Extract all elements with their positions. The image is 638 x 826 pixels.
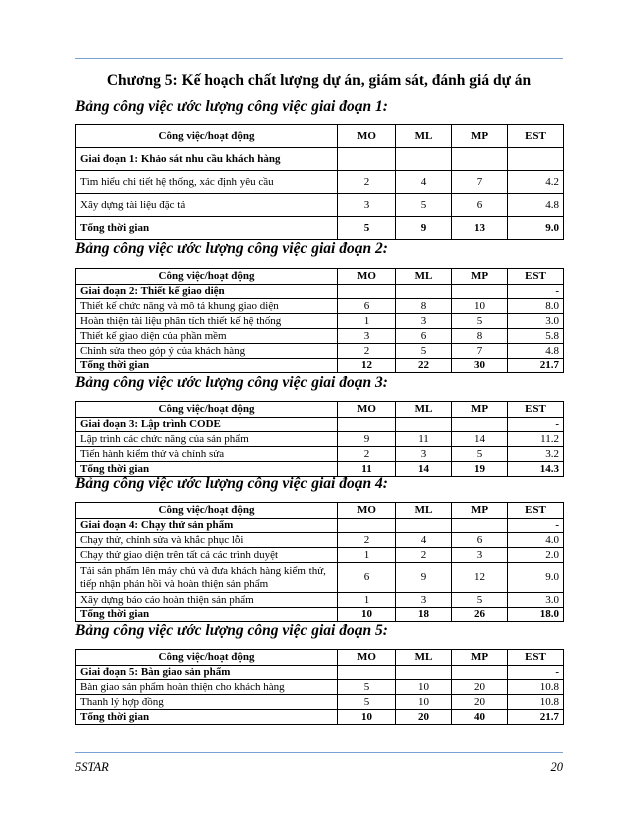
total-ml: 20 (396, 710, 452, 725)
task-cell: Chỉnh sửa theo góp ý của khách hàng (76, 344, 338, 359)
task-cell: Bàn giao sản phẩm hoàn thiện cho khách hàng (76, 680, 338, 695)
mp-cell: 20 (452, 680, 508, 695)
task-cell: Tìm hiểu chi tiết hệ thống, xác định yêu cầu (76, 171, 338, 194)
section-title-5: Bảng công việc ước lượng công việc giai đoạn 5: (75, 622, 388, 639)
mp-cell: 3 (452, 548, 508, 563)
total-ml: 18 (396, 608, 452, 622)
phase-label: Giai đoạn 1: Khảo sát nhu cầu khách hàng (76, 148, 338, 171)
total-est: 18.0 (508, 608, 564, 622)
total-row (76, 359, 564, 373)
mp-cell: 5 (452, 447, 508, 462)
table-row (76, 548, 564, 563)
total-mp: 26 (452, 608, 508, 622)
est-cell: 11.2 (508, 432, 564, 447)
phase-label: Giai đoạn 5: Bàn giao sản phẩm (76, 666, 338, 680)
task-cell: Thiết kế giao diện của phần mềm (76, 329, 338, 344)
header-rule (75, 58, 563, 59)
table-row (76, 447, 564, 462)
mo-cell: 1 (338, 593, 396, 608)
total-label: Tổng thời gian (76, 217, 338, 240)
est-cell: 4.2 (508, 171, 564, 194)
ml-cell: 5 (396, 344, 452, 359)
task-cell: Xây dựng báo cáo hoàn thiện sản phẩm (76, 593, 338, 608)
total-mp: 30 (452, 359, 508, 373)
ml-cell: 11 (396, 432, 452, 447)
mo-cell: 2 (338, 533, 396, 548)
total-label: Tổng thời gian (76, 710, 338, 725)
table-row (76, 194, 564, 217)
table-row (76, 314, 564, 329)
col-header-est: EST (508, 125, 564, 148)
total-mo: 12 (338, 359, 396, 373)
total-label: Tổng thời gian (76, 462, 338, 477)
ml-cell: 9 (396, 563, 452, 593)
estimate-table-4 (75, 502, 564, 622)
est-cell: 8.0 (508, 299, 564, 314)
estimate-table-5 (75, 649, 564, 725)
ml-cell: 3 (396, 593, 452, 608)
phase-label: Giai đoạn 3: Lập trình CODE (76, 418, 338, 432)
table-row (76, 533, 564, 548)
total-mo: 10 (338, 710, 396, 725)
table-row (76, 344, 564, 359)
col-header-task: Công việc/hoạt động (76, 402, 338, 418)
mp-cell: 7 (452, 344, 508, 359)
total-ml: 14 (396, 462, 452, 477)
col-header-est: EST (508, 269, 564, 285)
col-header-est: EST (508, 503, 564, 519)
table-row (76, 695, 564, 710)
total-mp: 13 (452, 217, 508, 240)
table-row (76, 171, 564, 194)
estimate-table-1 (75, 124, 564, 240)
table-row (76, 593, 564, 608)
table-row (76, 329, 564, 344)
col-header-task: Công việc/hoạt động (76, 503, 338, 519)
col-header-est: EST (508, 650, 564, 666)
mo-cell: 3 (338, 329, 396, 344)
mp-cell: 12 (452, 563, 508, 593)
page-number: 20 (550, 760, 563, 774)
total-mo: 10 (338, 608, 396, 622)
total-est: 14.3 (508, 462, 564, 477)
mp-cell: 6 (452, 533, 508, 548)
mo-cell: 1 (338, 548, 396, 563)
est-cell: 10.8 (508, 695, 564, 710)
table-row (76, 299, 564, 314)
col-header-mo: MO (338, 503, 396, 519)
phase-est: - (508, 285, 564, 299)
phase-est (508, 148, 564, 171)
col-header-ml: ML (396, 503, 452, 519)
est-cell: 5.8 (508, 329, 564, 344)
mp-cell: 20 (452, 695, 508, 710)
total-row (76, 710, 564, 725)
col-header-est: EST (508, 402, 564, 418)
phase-est: - (508, 418, 564, 432)
ml-cell: 10 (396, 680, 452, 695)
total-mo: 5 (338, 217, 396, 240)
ml-cell: 4 (396, 171, 452, 194)
ml-cell: 5 (396, 194, 452, 217)
total-label: Tổng thời gian (76, 359, 338, 373)
section-title-3: Bảng công việc ước lượng công việc giai đoạn 3: (75, 374, 388, 391)
ml-cell: 10 (396, 695, 452, 710)
col-header-mo: MO (338, 269, 396, 285)
mo-cell: 6 (338, 299, 396, 314)
mo-cell: 2 (338, 447, 396, 462)
col-header-ml: ML (396, 402, 452, 418)
total-est: 21.7 (508, 359, 564, 373)
total-mp: 19 (452, 462, 508, 477)
phase-est: - (508, 666, 564, 680)
task-cell: Chạy thử giao diện trên tất cả các trình duyệt (76, 548, 338, 563)
section-title-1: Bảng công việc ước lượng công việc giai đoạn 1: (75, 98, 388, 115)
ml-cell: 3 (396, 447, 452, 462)
est-cell: 3.0 (508, 593, 564, 608)
mp-cell: 6 (452, 194, 508, 217)
ml-cell: 4 (396, 533, 452, 548)
total-mp: 40 (452, 710, 508, 725)
col-header-mp: MP (452, 269, 508, 285)
phase-label: Giai đoạn 4: Chạy thử sản phẩm (76, 519, 338, 533)
col-header-mp: MP (452, 503, 508, 519)
task-cell: Xây dựng tài liệu đặc tả (76, 194, 338, 217)
total-ml: 9 (396, 217, 452, 240)
mo-cell: 9 (338, 432, 396, 447)
total-mo: 11 (338, 462, 396, 477)
est-cell: 9.0 (508, 563, 564, 593)
est-cell: 3.0 (508, 314, 564, 329)
est-cell: 2.0 (508, 548, 564, 563)
mo-cell: 3 (338, 194, 396, 217)
mp-cell: 14 (452, 432, 508, 447)
col-header-mp: MP (452, 650, 508, 666)
table-row (76, 563, 564, 593)
footer-rule (75, 752, 563, 753)
col-header-mo: MO (338, 650, 396, 666)
est-cell: 10.8 (508, 680, 564, 695)
estimate-table-3 (75, 401, 564, 477)
est-cell: 3.2 (508, 447, 564, 462)
chapter-title: Chương 5: Kế hoạch chất lượng dự án, giám sát, đánh giá dự án (106, 72, 532, 89)
total-label: Tổng thời gian (76, 608, 338, 622)
ml-cell: 8 (396, 299, 452, 314)
col-header-ml: ML (396, 269, 452, 285)
mp-cell: 10 (452, 299, 508, 314)
est-cell: 4.8 (508, 344, 564, 359)
col-header-task: Công việc/hoạt động (76, 650, 338, 666)
phase-label: Giai đoạn 2: Thiết kế giao diện (76, 285, 338, 299)
footer-brand: 5STAR (75, 760, 109, 774)
ml-cell: 6 (396, 329, 452, 344)
est-cell: 4.8 (508, 194, 564, 217)
mo-cell: 2 (338, 171, 396, 194)
task-cell: Tải sản phẩm lên máy chủ và đưa khách hàng kiểm thử, tiếp nhận phản hồi và hoàn thiện sản phẩm (76, 563, 338, 593)
mo-cell: 1 (338, 314, 396, 329)
col-header-task: Công việc/hoạt động (76, 269, 338, 285)
total-est: 21.7 (508, 710, 564, 725)
col-header-ml: ML (396, 650, 452, 666)
phase-est: - (508, 519, 564, 533)
col-header-mo: MO (338, 402, 396, 418)
mp-cell: 7 (452, 171, 508, 194)
mp-cell: 5 (452, 593, 508, 608)
ml-cell: 2 (396, 548, 452, 563)
task-cell: Hoàn thiện tài liệu phân tích thiết kế hệ thống (76, 314, 338, 329)
mp-cell: 8 (452, 329, 508, 344)
col-header-task: Công việc/hoạt động (76, 125, 338, 148)
total-est: 9.0 (508, 217, 564, 240)
task-cell: Thiết kế chức năng và mô tả khung giao diện (76, 299, 338, 314)
est-cell: 4.0 (508, 533, 564, 548)
mo-cell: 5 (338, 680, 396, 695)
mo-cell: 2 (338, 344, 396, 359)
mp-cell: 5 (452, 314, 508, 329)
task-cell: Chạy thử, chỉnh sửa và khắc phục lỗi (76, 533, 338, 548)
total-row (76, 217, 564, 240)
col-header-mp: MP (452, 402, 508, 418)
total-ml: 22 (396, 359, 452, 373)
ml-cell: 3 (396, 314, 452, 329)
estimate-table-2 (75, 268, 564, 373)
total-row (76, 608, 564, 622)
col-header-mp: MP (452, 125, 508, 148)
task-cell: Tiến hành kiểm thử và chỉnh sửa (76, 447, 338, 462)
table-row (76, 432, 564, 447)
mo-cell: 6 (338, 563, 396, 593)
section-title-2: Bảng công việc ước lượng công việc giai đoạn 2: (75, 240, 388, 257)
section-title-4: Bảng công việc ước lượng công việc giai đoạn 4: (75, 475, 388, 492)
col-header-ml: ML (396, 125, 452, 148)
mo-cell: 5 (338, 695, 396, 710)
table-row (76, 680, 564, 695)
task-cell: Thanh lý hợp đồng (76, 695, 338, 710)
task-cell: Lập trình các chức năng của sản phẩm (76, 432, 338, 447)
col-header-mo: MO (338, 125, 396, 148)
